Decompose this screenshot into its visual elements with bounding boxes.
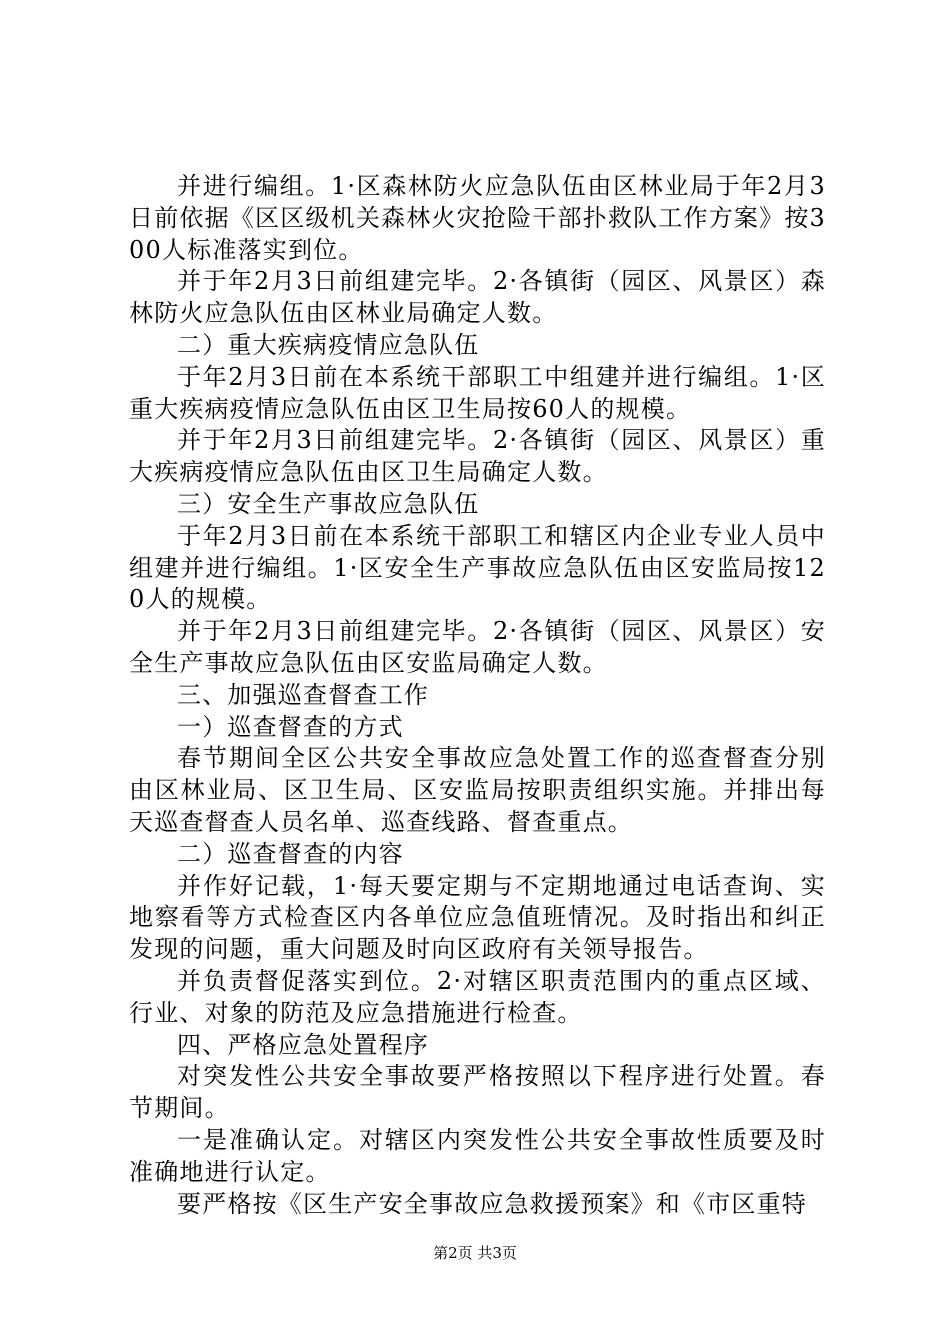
section-heading: 四、严格应急处置程序 [177, 1030, 429, 1059]
section-heading: 二）重大疾病疫情应急队伍 [177, 330, 480, 359]
paragraph: 并负责督促落实到位。2·对辖区职责范围内的重点区域、行业、对象的防范及应急措施进行检查。 [129, 966, 826, 1027]
section-heading: 三、加强巡查督查工作 [177, 680, 429, 709]
page-number-label: 第2页 共3页 [433, 1244, 517, 1262]
paragraph: 并于年2月3日前组建完毕。2·各镇街（园区、风景区）森林防火应急队伍由区林业局确定人数。 [129, 267, 826, 328]
section-heading: 二）巡查督查的内容 [177, 839, 404, 868]
section-heading: 一）巡查督查的方式 [177, 712, 404, 741]
paragraph: 于年2月3日前在本系统干部职工中组建并进行编组。1·区重大疾病疫情应急队伍由区卫生局按60人的规模。 [129, 362, 826, 423]
paragraph: 一是准确认定。对辖区内突发性公共安全事故性质要及时准确地进行认定。 [129, 1125, 826, 1186]
paragraph: 要严格按《区生产安全事故应急救援预案》和《市区重特 [177, 1189, 807, 1218]
paragraph: 并进行编组。1·区森林防火应急队伍由区林业局于年2月3日前依据《区区级机关森林火灾抢险干部扑救队工作方案》按300人标准落实到位。 [129, 172, 826, 264]
paragraph: 并作好记载，1·每天要定期与不定期地通过电话查询、实地察看等方式检查区内各单位应急值班情况。及时指出和纠正发现的问题，重大问题及时向区政府有关领导报告。 [129, 871, 826, 964]
paragraph: 对突发性公共安全事故要严格按照以下程序进行处置。春节期间。 [129, 1062, 826, 1123]
paragraph: 并于年2月3日前组建完毕。2·各镇街（园区、风景区）安全生产事故应急队伍由区安监局确定人数。 [129, 617, 826, 677]
section-heading: 三）安全生产事故应急队伍 [177, 489, 480, 518]
paragraph: 于年2月3日前在本系统干部职工和辖区内企业专业人员中组建并进行编组。1·区安全生产事故应急队伍由区安监局按120人的规模。 [129, 521, 826, 614]
paragraph: 并于年2月3日前组建完毕。2·各镇街（园区、风景区）重大疾病疫情应急队伍由区卫生局确定人数。 [129, 426, 826, 487]
document-body [129, 171, 826, 1220]
paragraph: 春节期间全区公共安全事故应急处置工作的巡查督查分别由区林业局、区卫生局、区安监局按职责组织实施。并排出每天巡查督查人员名单、巡查线路、督查重点。 [129, 744, 826, 836]
page-footer [0, 1243, 950, 1263]
